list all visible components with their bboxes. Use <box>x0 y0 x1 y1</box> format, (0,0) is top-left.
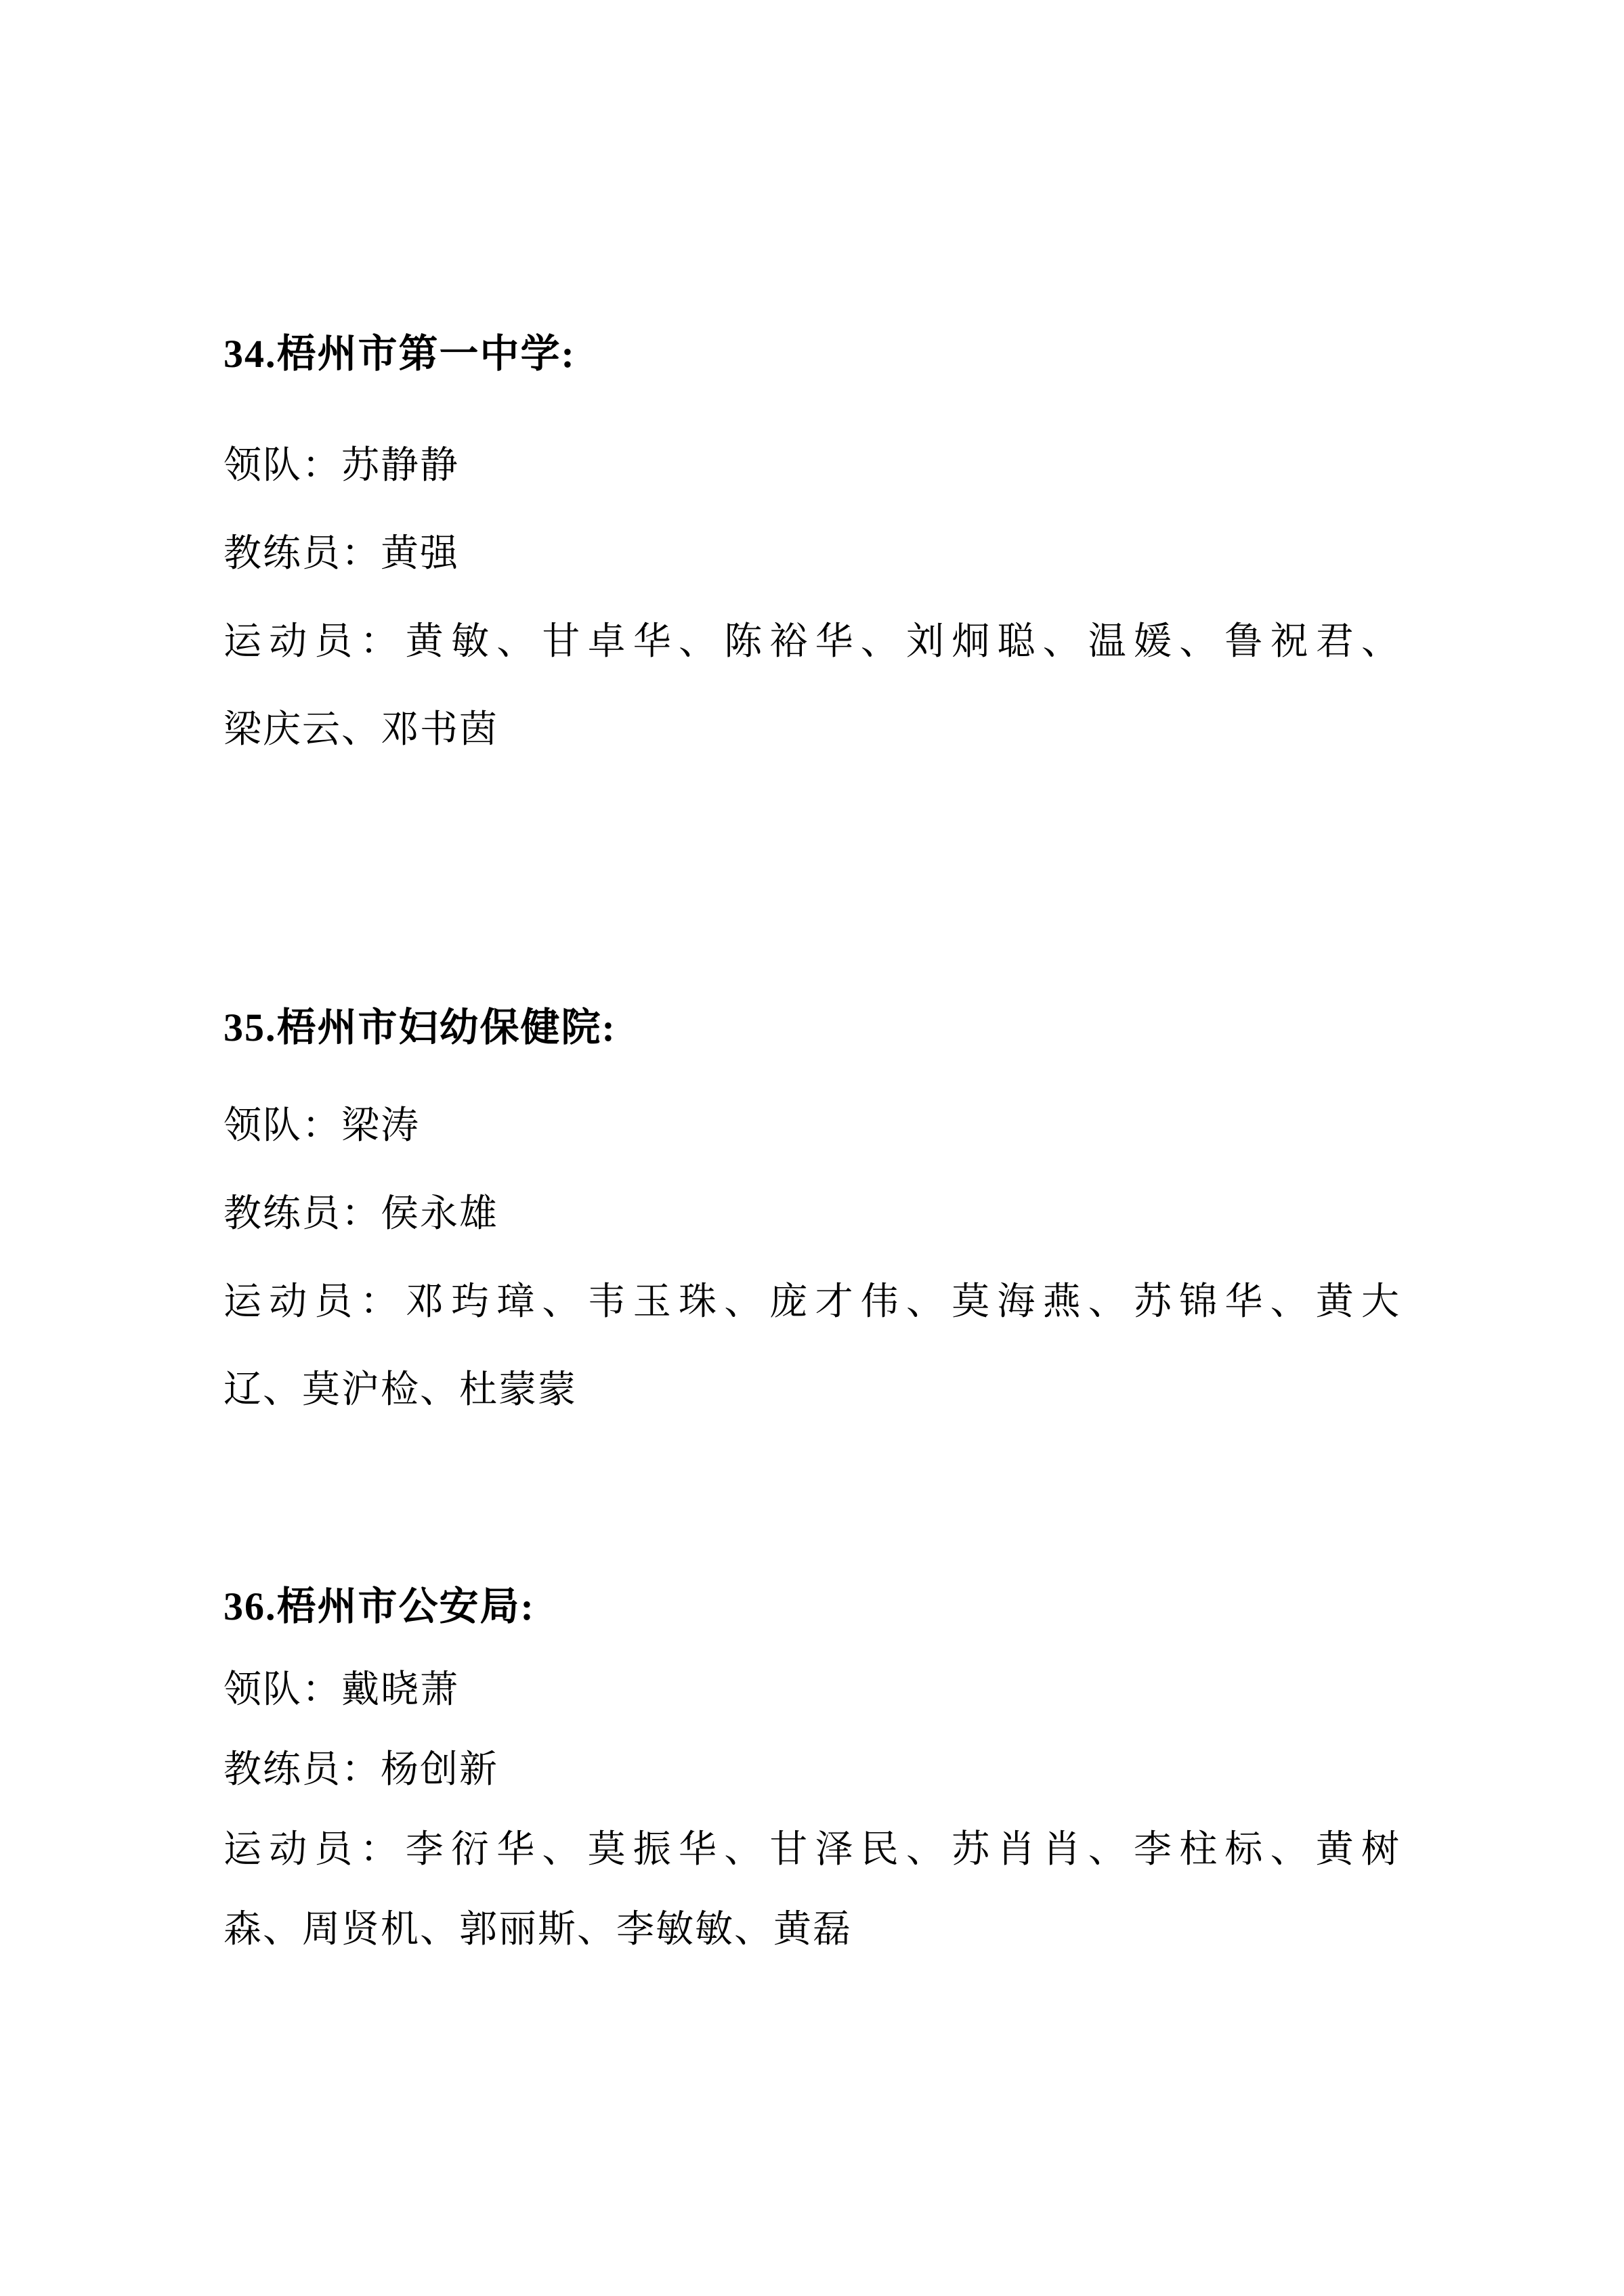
athletes-line-1: 运动员：邓玙璋、韦玉珠、庞才伟、莫海燕、苏锦华、黄大 <box>223 1281 1401 1323</box>
leader-line: 领队：梁涛 <box>223 1105 420 1147</box>
athletes-line-2: 梁庆云、邓书茵 <box>223 709 498 751</box>
coach-line: 教练员：黄强 <box>223 533 459 575</box>
team-heading: 36.梧州市公安局: <box>223 1584 535 1628</box>
coach-line: 教练员：杨创新 <box>223 1749 498 1791</box>
team-section-35 <box>223 1002 1401 1415</box>
athletes-line-2: 辽、莫沪检、杜蒙蒙 <box>223 1369 577 1411</box>
team-heading: 35.梧州市妇幼保健院: <box>223 1005 616 1049</box>
leader-line: 领队：苏静静 <box>223 445 459 487</box>
athletes-line-1: 运动员：李衍华、莫振华、甘泽民、苏肖肖、李柱标、黄树 <box>223 1829 1401 1871</box>
team-section-34 <box>223 328 1401 755</box>
leader-line: 领队：戴晓萧 <box>223 1669 459 1711</box>
athletes-line-2: 森、周贤机、郭丽斯、李敏敏、黄磊 <box>223 1909 852 1951</box>
coach-line: 教练员：侯永雄 <box>223 1193 498 1235</box>
team-heading: 34.梧州市第一中学: <box>223 332 576 376</box>
team-section-36 <box>223 1581 1401 1955</box>
athletes-line-1: 运动员：黄敏、甘卓华、陈裕华、刘炯聪、温媛、鲁祝君、 <box>223 621 1401 663</box>
